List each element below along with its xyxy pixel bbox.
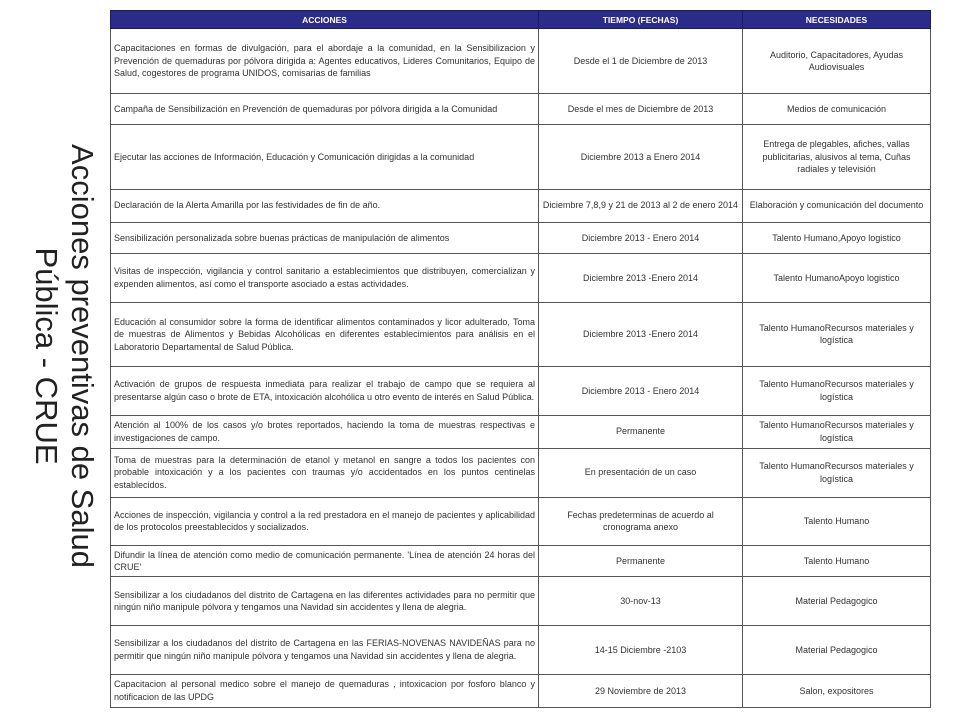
table-row [111,94,931,125]
time-cell: Diciembre 7,8,9 y 21 de 2013 al 2 de enero 2014 [539,189,743,222]
table-row [111,29,931,94]
header-acciones: ACCIONES [111,11,539,29]
needs-cell: Talento HumanoRecursos materiales y logística [743,366,931,415]
needs-cell: Entrega de plegables, afiches, vallas publicitarias, alusivos al tema, Cuñas radiales y televisión [743,125,931,189]
action-cell: Capacitacion al personal medico sobre el manejo de quemaduras , intoxicacion por fosforo blanco y notificacion de las UPDG [111,674,539,707]
time-cell: 14-15 Diciembre -2103 [539,626,743,675]
table-row [111,546,931,577]
table-row [111,222,931,253]
table-row [111,125,931,189]
action-cell: Campaña de Sensibilización en Prevención de quemaduras por pólvora dirigida a la Comunidad [111,94,539,125]
table-row [111,497,931,546]
table-row [111,674,931,707]
time-cell: Fechas predeterminas de acuerdo al cronograma anexo [539,497,743,546]
action-cell: Acciones de inspección, vigilancia y control a la red prestadora en el manejo de pacientes y aplicabilidad de los protocolos preestablecidos y socializados. [111,497,539,546]
action-cell: Difundir la línea de atención como medio de comunicación permanente. 'Línea de atención 24 horas del CRUE' [111,546,539,577]
time-cell: En presentación de un caso [539,448,743,497]
table-row [111,253,931,302]
needs-cell: Talento Humano [743,546,931,577]
action-cell: Capacitaciones en formas de divulgación, para el abordaje a la comunidad, en la Sensibilizacion y Prevención de quemaduras por pólvora dirigida a: Agentes educativos, Lideres Comunitarios, Equipo de Salud, cogestores de programa UNIDOS, comisarias de familias [111,29,539,94]
time-cell: Diciembre 2013 - Enero 2014 [539,222,743,253]
table-row [111,415,931,448]
needs-cell: Talento HumanoRecursos materiales y logística [743,448,931,497]
needs-cell: Elaboración y comunicación del documento [743,189,931,222]
action-cell: Activación de grupos de respuesta inmediata para realizar el trabajo de campo que se requiera al presentarse algún caso o brote de ETA, intoxicación alcohólica u otro evento de interés en Salud Pública. [111,366,539,415]
needs-cell: Material Pedagogico [743,626,931,675]
side-title-line2: Pública - CRUE [29,247,65,465]
actions-table [110,10,931,708]
table-row [111,189,931,222]
time-cell: Desde el 1 de Diciembre de 2013 [539,29,743,94]
table-row [111,448,931,497]
action-cell: Declaración de la Alerta Amarilla por las festividades de fin de año. [111,189,539,222]
table-row [111,577,931,626]
header-necesidades: NECESIDADES [743,11,931,29]
time-cell: Permanente [539,415,743,448]
table-row [111,626,931,675]
action-cell: Educación al consumidor sobre la forma de identificar alimentos contaminados y licor adulterado, Toma de muestras de Alimentos y Bebidas Alcohólicas en diferentes establecimientos para análisis en el Laboratorio Departamental de Salud Pública. [111,302,539,366]
action-cell: Sensibilizar a los ciudadanos del distrito de Cartagena en las diferentes actividades para no permitir que ningún niño manipule pólvora y tengamos una Navidad sin accidentes y llena de alegria. [111,577,539,626]
time-cell: Diciembre 2013 -Enero 2014 [539,302,743,366]
action-cell: Sensibilizar a los ciudadanos del distrito de Cartagena en las FERIAS-NOVENAS NAVIDEÑAS para no permitir que ningún niño manipule pólvora y tengamos una Navidad sin accidentes y llena de alegria. [111,626,539,675]
needs-cell: Salon, expositores [743,674,931,707]
side-title-line1: Acciones preventivas de Salud [65,144,101,568]
time-cell: Permanente [539,546,743,577]
action-cell: Visitas de inspección, vigilancia y control sanitario a establecimientos que distribuyen, comercializan y expenden alimentos, así como el transporte asociado a estas actividades. [111,253,539,302]
action-cell: Sensibilización personalizada sobre buenas prácticas de manipulación de alimentos [111,222,539,253]
needs-cell: Talento HumanoRecursos materiales y logística [743,415,931,448]
needs-cell: Material Pedagogico [743,577,931,626]
header-tiempo: TIEMPO (FECHAS) [539,11,743,29]
time-cell: Diciembre 2013 - Enero 2014 [539,366,743,415]
time-cell: Diciembre 2013 a Enero 2014 [539,125,743,189]
time-cell: Desde el mes de Diciembre de 2013 [539,94,743,125]
table-row [111,366,931,415]
needs-cell: Talento Humano [743,497,931,546]
action-cell: Atención al 100% de los casos y/o brotes reportados, haciendo la toma de muestras respectivas e investigaciones de campo. [111,415,539,448]
time-cell: 29 Noviembre de 2013 [539,674,743,707]
needs-cell: Medios de comunicación [743,94,931,125]
time-cell: Diciembre 2013 -Enero 2014 [539,253,743,302]
side-title [20,6,108,706]
needs-cell: Talento HumanoApoyo logistico [743,253,931,302]
needs-cell: Auditorio, Capacitadores, Ayudas Audiovisuales [743,29,931,94]
table-row [111,302,931,366]
action-cell: Ejecutar las acciones de Información, Educación y Comunicación dirigidas a la comunidad [111,125,539,189]
time-cell: 30-nov-13 [539,577,743,626]
action-cell: Toma de muestras para la determinación de etanol y metanol en sangre a todos los pacientes con probable intoxicación y a los pacientes con traumas y/o accidentados en los puntos centinelas establecidos. [111,448,539,497]
header-row [111,11,931,29]
needs-cell: Talento Humano,Apoyo logistico [743,222,931,253]
needs-cell: Talento HumanoRecursos materiales y logística [743,302,931,366]
